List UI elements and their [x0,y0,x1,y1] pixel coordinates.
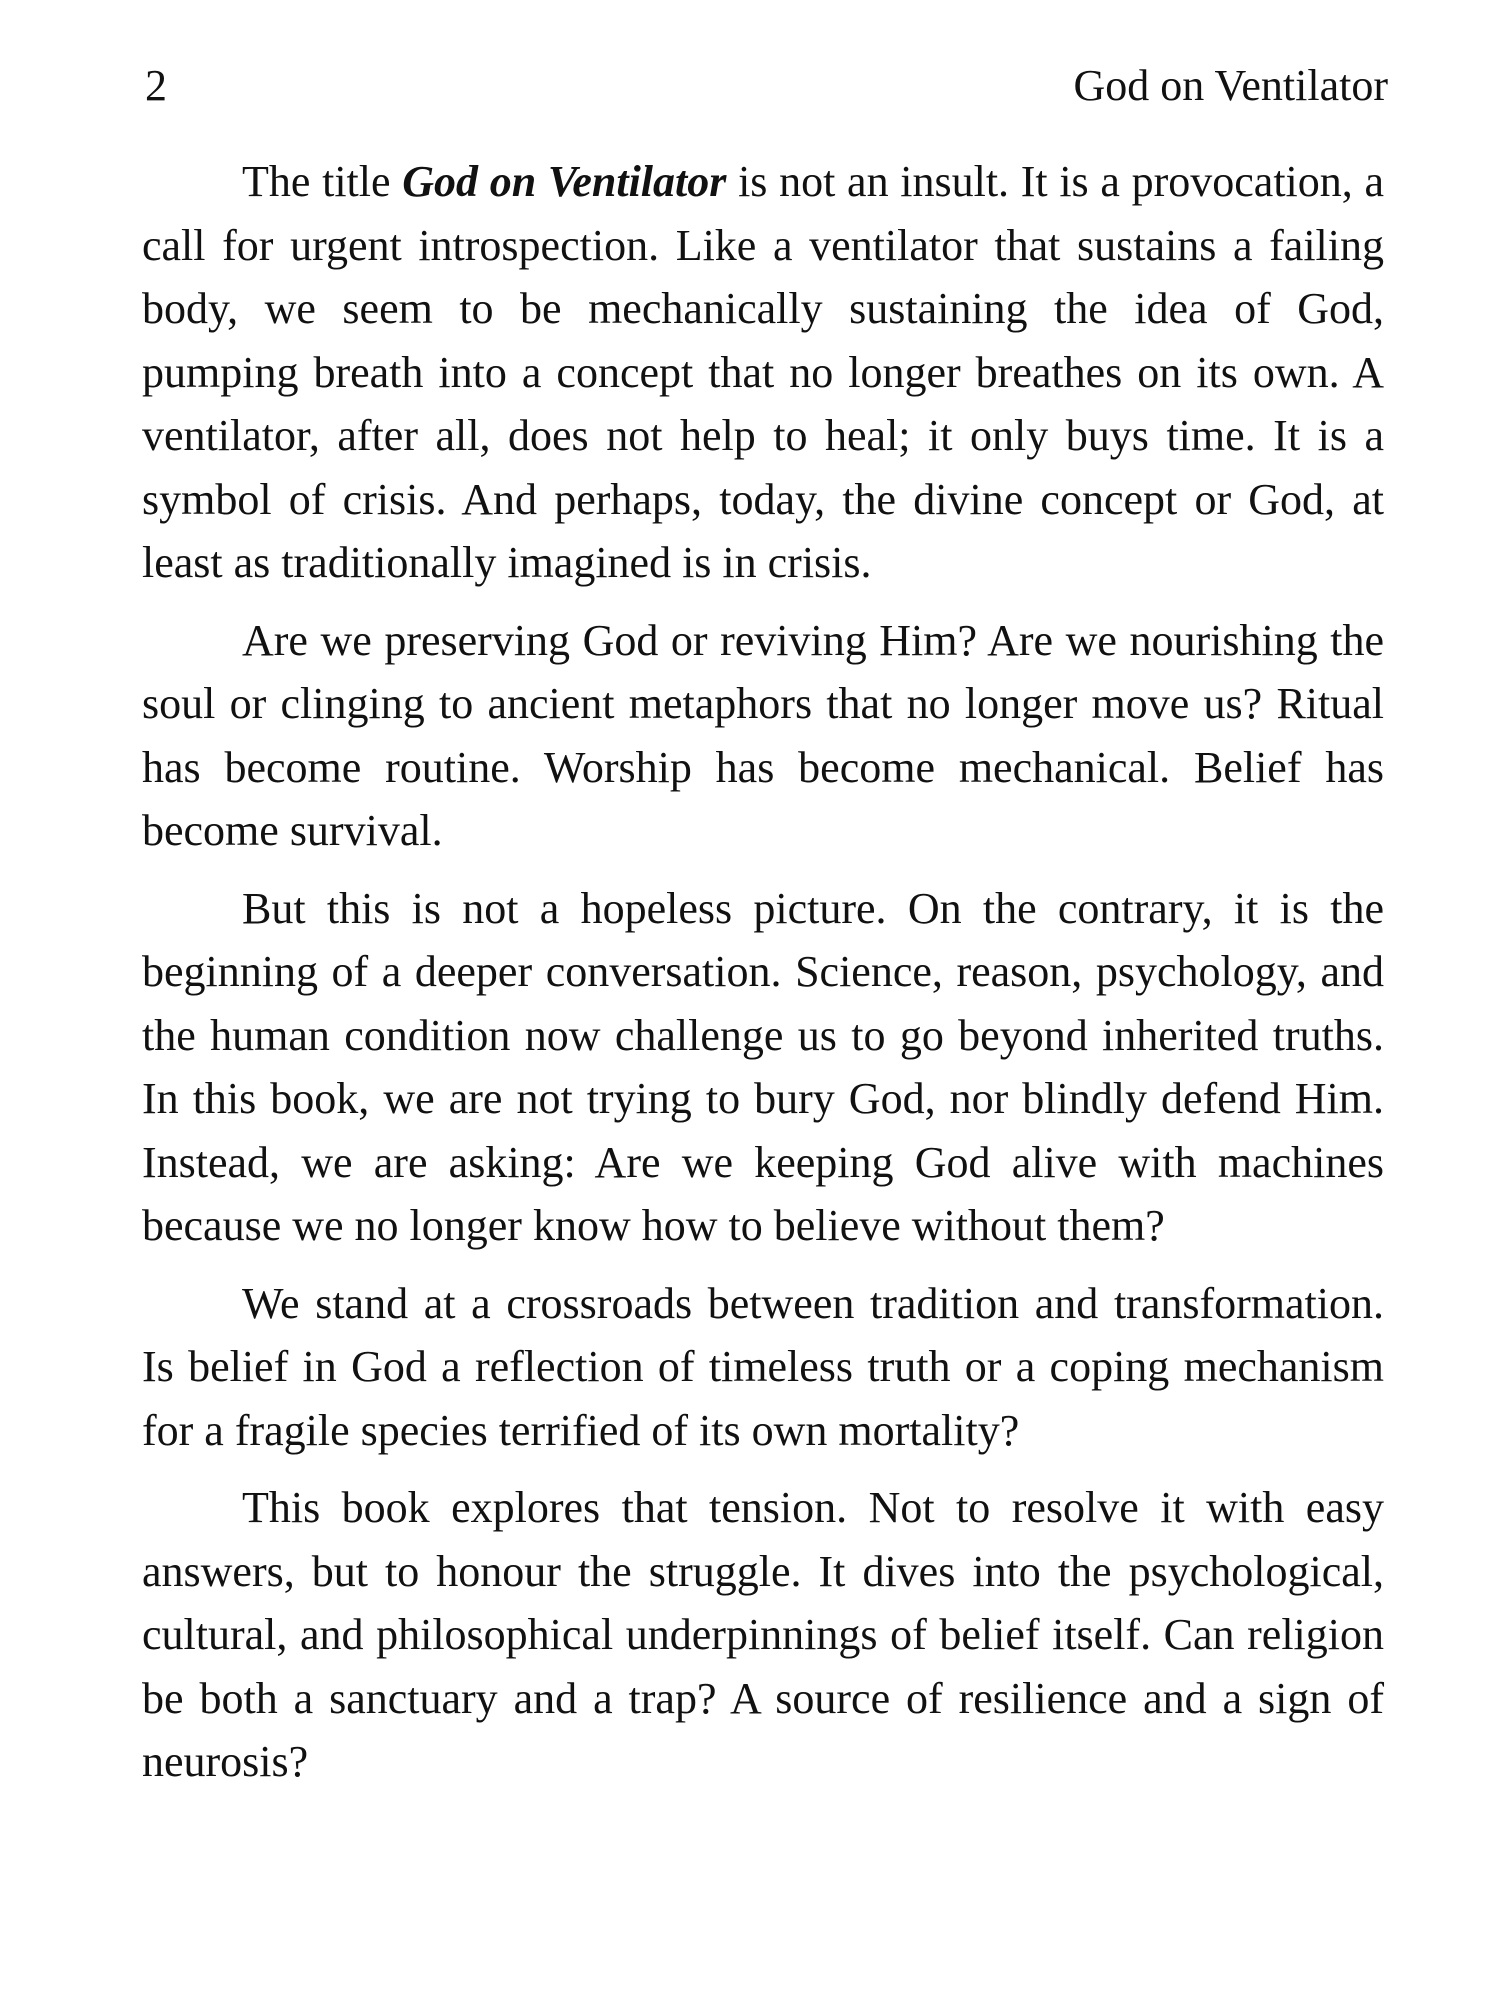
paragraph-5: This book explores that tension. Not to resolve it with easy answers, but to honour the struggle. It dives into the psychological, cultural, and philosophical underpinnings of belief itself. Can religion be both a sanctuary and a trap? A source of resilience and a sign of neurosis? [142,1483,1384,1786]
body-text [142,150,1384,1808]
page-number: 2 [145,61,167,110]
paragraph-3: But this is not a hopeless picture. On the contrary, it is the beginning of a deeper conversation. Science, reason, psychology, and the human condition now challenge us to go beyond inherited truths. In this book, we are not trying to bury God, nor blindly defend Him. Instead, we are asking: Are we keeping God alive with machines because we no longer know how to believe without them? [142,883,1384,1250]
paragraph-1 [142,150,1384,595]
page-header [145,56,1388,116]
paragraph-4: We stand at a crossroads between tradition and transformation. Is belief in God a reflection of timeless truth or a coping mechanism for a fragile species terrified of its own mortality? [142,1278,1384,1455]
paragraph-1-rest: is not an insult. It is a provocation, a call for urgent introspection. Like a ventilator that sustains a failing body, we seem to be mechanically sustaining the idea of God, pumping breath into a concept that no longer breathes on its own. A ventilator, after all, does not help to heal; it only buys time. It is a symbol of crisis. And perhaps, today, the divine concept or God, at least as traditionally imagined is in crisis. [142,157,1384,587]
running-title: God on Ventilator [1073,61,1388,110]
paragraph-1-lead: The title [242,157,403,206]
book-title-emphasis: God on Ventilator [402,157,727,206]
paragraph-2: Are we preserving God or reviving Him? Are we nourishing the soul or clinging to ancient metaphors that no longer move us? Ritual has become routine. Worship has become mechanical. Belief has become survival. [142,615,1384,855]
